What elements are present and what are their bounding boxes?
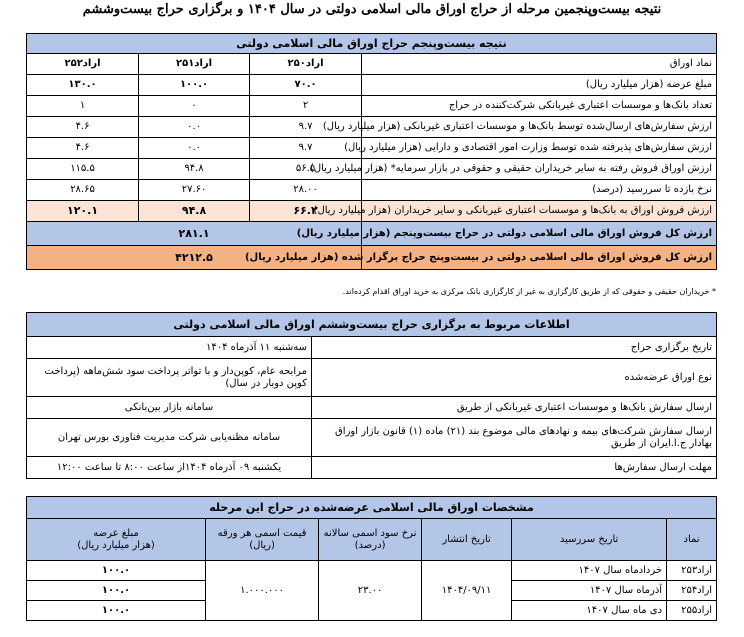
maturity-cell: دی ماه سال ۱۴۰۷ — [512, 601, 667, 621]
amount-cell: ۱۰۰.۰ — [27, 581, 206, 601]
column-header: نماد — [667, 519, 717, 561]
cell-value: ۵۶.۵ — [250, 159, 362, 180]
results-header: نتیجه بیست‌وپنجم حراج اوراق مالی اسلامی دولتی — [27, 34, 717, 54]
row-label: ارزش سفارش‌های ارسال‌شده توسط بانک‌ها و موسسات اعتباری غیربانکی (هزار میلیارد ریال) — [362, 117, 717, 138]
column-header: تاریخ انتشار — [422, 519, 512, 561]
cumulative-row — [27, 246, 717, 270]
symbol-cell: اراد۲۵۴ — [667, 581, 717, 601]
symbol-cell: اراد۲۵۵ — [667, 601, 717, 621]
info-table — [26, 312, 717, 479]
cell-value: ۹.۷ — [250, 138, 362, 159]
info-value: سامانه مظنه‌یابی شرکت مدیریت فناوری بورس تهران — [27, 419, 312, 457]
table-row — [27, 457, 717, 479]
info-label: تاریخ برگزاری حراج — [312, 337, 717, 359]
row-label: ارزش کل فروش اوراق مالی اسلامی دولتی در حراج بیست‌وپنجم (هزار میلیارد ریال) — [362, 222, 717, 246]
table-row — [27, 419, 717, 457]
amount-cell: ۱۰۰.۰ — [27, 601, 206, 621]
cumulative-value: ۴۲۱۲.۵ — [27, 246, 362, 270]
column-header: تاریخ سررسید — [512, 519, 667, 561]
specs-header: مشخصات اوراق مالی اسلامی عرضه‌شده در حراج این مرحله — [27, 497, 717, 519]
cell-value: ۰.۰ — [139, 138, 250, 159]
row-label: مبلغ عرضه (هزار میلیارد ریال) — [362, 75, 717, 96]
table-row — [27, 561, 717, 581]
cell-value: ۲۸.۶۵ — [27, 180, 139, 201]
rate-cell: ۲۳.۰۰ — [319, 561, 422, 621]
table-row — [27, 159, 717, 180]
cell-value: ۹۴.۸ — [139, 159, 250, 180]
total-row — [27, 222, 717, 246]
table-row — [27, 117, 717, 138]
cell-value: ۱ — [27, 96, 139, 117]
specs-table — [26, 496, 717, 621]
specs-column-headers — [27, 519, 717, 561]
table-row — [27, 75, 717, 96]
cell-value: ۱۲۰.۱ — [27, 201, 139, 222]
info-label: ارسال سفارش شرکت‌های بیمه و نهادهای مالی موضوع بند (۲۱) ماده (۱) قانون بازار اوراق بهادار ج.ا.ایران از طریق — [312, 419, 717, 457]
column-header — [319, 519, 422, 561]
cell-value: ۰ — [139, 96, 250, 117]
results-table — [26, 33, 717, 270]
column-header-unit: (درصد) — [354, 539, 386, 551]
info-label: مهلت ارسال سفارش‌ها — [312, 457, 717, 479]
table-row — [27, 96, 717, 117]
total-value: ۲۸۱.۱ — [27, 222, 362, 246]
table-row — [27, 359, 717, 397]
page-title: نتیجه بیست‌وپنجمین مرحله از حراج اوراق مالی اسلامی دولتی در سال ۱۴۰۴ و برگزاری حراج بیست‌وششم — [82, 2, 662, 17]
face-value-cell: ۱.۰۰۰.۰۰۰ — [206, 561, 319, 621]
column-header-unit: (ریال) — [249, 539, 275, 551]
cell-value: ۹.۷ — [250, 117, 362, 138]
cell-value: ۹۴.۸ — [139, 201, 250, 222]
cell-value: ۱۳۰.۰ — [27, 75, 139, 96]
column-header-text: نرخ سود اسمی سالانه — [323, 527, 417, 539]
info-label: ارسال سفارش بانک‌ها و موسسات اعتباری غیربانکی از طریق — [312, 397, 717, 419]
footnote: * خریداران حقیقی و حقوقی که از طریق کارگزاری به غیر از کارگزاری بانک مرکزی به خرید اوراق اقدام کرده‌اند. — [342, 287, 716, 296]
table-row — [27, 337, 717, 359]
cell-value: ۷۰.۰ — [250, 75, 362, 96]
info-value: مرابحه عام، کوپن‌دار و با تواتر پرداخت سود شش‌ماهه (پرداخت کوپن دوبار در سال) — [27, 359, 312, 397]
row-label: ارزش فروش اوراق به بانک‌ها و موسسات اعتباری غیربانکی و سایر خریداران (هزار میلیارد ریال) — [362, 201, 717, 222]
row-label: تعداد بانک‌ها و موسسات اعتباری غیربانکی شرکت‌کننده در حراج — [362, 96, 717, 117]
cell-value: ۴.۶ — [27, 138, 139, 159]
info-header: اطلاعات مربوط به برگزاری حراج بیست‌وششم اوراق مالی اسلامی دولتی — [27, 313, 717, 337]
column-header-text: مبلغ عرضه — [93, 527, 139, 539]
cell-value: ۰.۰ — [139, 117, 250, 138]
cell-value: ۱۰۰.۰ — [139, 75, 250, 96]
table-row — [27, 180, 717, 201]
column-header-unit: (هزار میلیارد ریال) — [77, 539, 155, 551]
cell-value: ۶۶.۲ — [250, 201, 362, 222]
amount-cell: ۱۰۰.۰ — [27, 561, 206, 581]
cell-value: ۱۱۵.۵ — [27, 159, 139, 180]
table-row — [27, 54, 717, 75]
row-label: نرخ بازده تا سررسید (درصد) — [362, 180, 717, 201]
column-header: اراد۲۵۱ — [139, 54, 250, 75]
row-label: ارزش اوراق فروش رفته به سایر خریداران حقیقی و حقوقی در بازار سرمایه* (هزار میلیارد ریال) — [362, 159, 717, 180]
symbol-cell: اراد۲۵۳ — [667, 561, 717, 581]
cell-value: ۲۷.۶۰ — [139, 180, 250, 201]
maturity-cell: خردادماه سال ۱۴۰۷ — [512, 561, 667, 581]
column-header — [27, 519, 206, 561]
info-label: نوع اوراق عرضه‌شده — [312, 359, 717, 397]
cell-value: ۴.۶ — [27, 117, 139, 138]
row-label: ارزش کل فروش اوراق مالی اسلامی دولتی در بیست‌وپنج حراج برگزار شده (هزار میلیارد ریال) — [362, 246, 717, 270]
cell-value: ۲۸.۰۰ — [250, 180, 362, 201]
column-header-text: قیمت اسمی هر ورقه — [217, 527, 307, 539]
sales-row — [27, 201, 717, 222]
info-value: یکشنبه ۰۹ آذرماه ۱۴۰۴از ساعت ۸:۰۰ تا ساعت ۱۲:۰۰ — [27, 457, 312, 479]
table-row — [27, 138, 717, 159]
column-header: اراد۲۵۲ — [27, 54, 139, 75]
info-value: سامانه بازار بین‌بانکی — [27, 397, 312, 419]
cell-value: ۲ — [250, 96, 362, 117]
issue-date-cell: ۱۴۰۴/۰۹/۱۱ — [422, 561, 512, 621]
table-row — [27, 397, 717, 419]
info-value: سه‌شنبه ۱۱ آذرماه ۱۴۰۴ — [27, 337, 312, 359]
column-header — [206, 519, 319, 561]
row-label: ارزش سفارش‌های پذیرفته شده توسط وزارت امور اقتصادی و دارایی (هزار میلیارد ریال) — [362, 138, 717, 159]
row-label: نماد اوراق — [362, 54, 717, 75]
column-header: اراد۲۵۰ — [250, 54, 362, 75]
maturity-cell: آذرماه سال ۱۴۰۷ — [512, 581, 667, 601]
